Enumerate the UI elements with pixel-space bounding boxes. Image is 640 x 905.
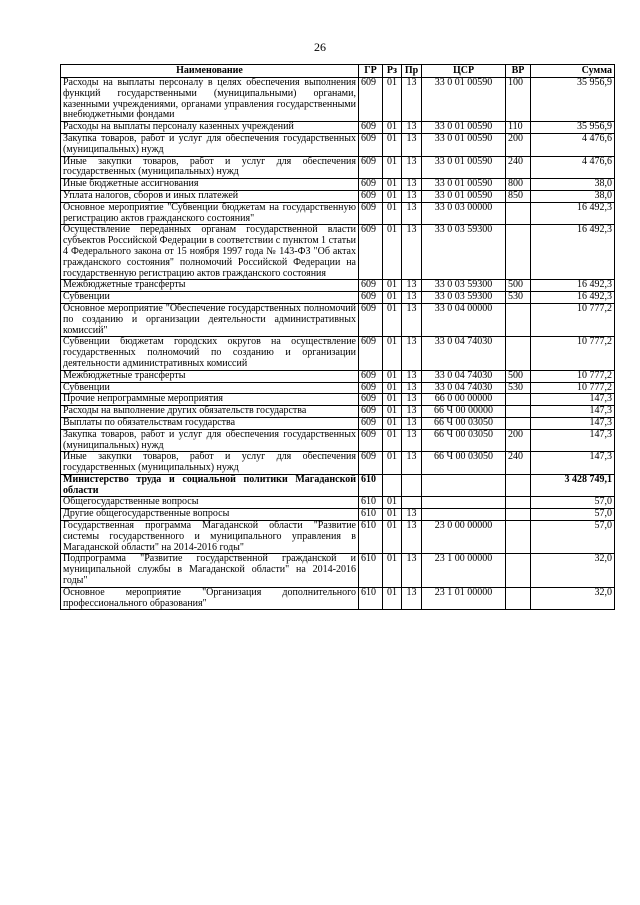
cell-rz: 01 — [383, 337, 402, 370]
cell-gr: 609 — [359, 225, 383, 280]
cell-name: Государственная программа Магаданской области "Развитие системы государственного и муниципального управления в Магаданской области" на 2014-2016 годы" — [61, 521, 359, 554]
budget-table — [60, 64, 615, 610]
cell-name: Осуществление переданных органам государственной власти субъектов Российской Федерации в соответствии с пунктом 1 статьи 4 Федерального закона от 15 ноября 1997 года № 143-ФЗ "Об актах гражданского состояния" полномочий Российской Федерации на государственную регистрацию актов гражданского состояния — [61, 225, 359, 280]
cell-csr: 23 1 00 00000 — [422, 554, 506, 587]
header-sum: Сумма — [531, 65, 615, 78]
cell-sum: 147,3 — [531, 417, 615, 429]
cell-name: Иные закупки товаров, работ и услуг для обеспечения государственных (муниципальных) нужд — [61, 452, 359, 475]
table-row — [61, 133, 615, 156]
cell-rz: 01 — [383, 587, 402, 610]
cell-rz: 01 — [383, 190, 402, 202]
cell-name: Субвенции бюджетам городских округов на осуществление государственных полномочий по созданию и организации деятельности административных комиссий — [61, 337, 359, 370]
cell-pr: 13 — [402, 382, 422, 394]
cell-sum: 16 492,3 — [531, 280, 615, 292]
cell-pr: 13 — [402, 202, 422, 225]
table-row — [61, 370, 615, 382]
cell-vr — [506, 509, 531, 521]
table-row — [61, 509, 615, 521]
cell-rz: 01 — [383, 452, 402, 475]
cell-gr: 609 — [359, 370, 383, 382]
cell-sum: 10 777,2 — [531, 337, 615, 370]
cell-csr — [422, 509, 506, 521]
cell-rz: 01 — [383, 382, 402, 394]
cell-vr — [506, 554, 531, 587]
cell-vr: 100 — [506, 78, 531, 122]
cell-gr: 610 — [359, 509, 383, 521]
cell-vr — [506, 474, 531, 497]
table-row — [61, 554, 615, 587]
cell-pr: 13 — [402, 452, 422, 475]
cell-vr: 530 — [506, 292, 531, 304]
cell-name: Межбюджетные трансферты — [61, 280, 359, 292]
cell-gr: 609 — [359, 394, 383, 406]
cell-pr: 13 — [402, 190, 422, 202]
table-row — [61, 156, 615, 179]
cell-rz: 01 — [383, 521, 402, 554]
cell-csr: 33 0 04 74030 — [422, 337, 506, 370]
cell-vr — [506, 406, 531, 418]
cell-csr: 33 0 03 59300 — [422, 225, 506, 280]
cell-csr: 33 0 01 00590 — [422, 133, 506, 156]
cell-gr: 609 — [359, 452, 383, 475]
cell-gr: 609 — [359, 280, 383, 292]
cell-rz: 01 — [383, 303, 402, 336]
cell-sum: 147,3 — [531, 452, 615, 475]
cell-sum: 57,0 — [531, 521, 615, 554]
cell-csr: 33 0 04 74030 — [422, 382, 506, 394]
cell-pr: 13 — [402, 225, 422, 280]
cell-gr: 609 — [359, 337, 383, 370]
cell-sum: 147,3 — [531, 406, 615, 418]
cell-rz: 01 — [383, 394, 402, 406]
table-row — [61, 382, 615, 394]
cell-pr: 13 — [402, 122, 422, 134]
cell-sum: 16 492,3 — [531, 225, 615, 280]
cell-csr: 66 Ч 00 03050 — [422, 429, 506, 452]
cell-vr — [506, 497, 531, 509]
cell-name: Расходы на выплаты персоналу казенных учреждений — [61, 122, 359, 134]
cell-sum: 16 492,3 — [531, 292, 615, 304]
cell-sum: 147,3 — [531, 429, 615, 452]
cell-pr: 13 — [402, 394, 422, 406]
cell-name: Иные бюджетные ассигнования — [61, 179, 359, 191]
header-csr: ЦСР — [422, 65, 506, 78]
cell-csr: 33 0 01 00590 — [422, 179, 506, 191]
cell-vr: 500 — [506, 370, 531, 382]
cell-pr: 13 — [402, 417, 422, 429]
page-number: 26 — [314, 40, 326, 54]
cell-name: Прочие непрограммные мероприятия — [61, 394, 359, 406]
cell-vr: 200 — [506, 133, 531, 156]
cell-pr: 13 — [402, 337, 422, 370]
cell-rz: 01 — [383, 202, 402, 225]
cell-vr: 800 — [506, 179, 531, 191]
cell-vr — [506, 587, 531, 610]
cell-sum: 32,0 — [531, 554, 615, 587]
table-row — [61, 292, 615, 304]
cell-pr — [402, 497, 422, 509]
cell-csr: 23 1 01 00000 — [422, 587, 506, 610]
table-row — [61, 78, 615, 122]
cell-sum: 3 428 749,1 — [531, 474, 615, 497]
table-row — [61, 587, 615, 610]
cell-rz: 01 — [383, 429, 402, 452]
cell-csr — [422, 474, 506, 497]
cell-csr: 33 0 01 00590 — [422, 78, 506, 122]
cell-vr — [506, 303, 531, 336]
cell-rz: 01 — [383, 509, 402, 521]
cell-rz: 01 — [383, 122, 402, 134]
cell-name: Министерство труда и социальной политики Магаданской области — [61, 474, 359, 497]
cell-sum: 35 956,9 — [531, 78, 615, 122]
cell-csr: 66 Ч 00 00000 — [422, 406, 506, 418]
cell-name: Расходы на выполнение других обязательств государства — [61, 406, 359, 418]
cell-csr: 33 0 03 00000 — [422, 202, 506, 225]
cell-gr: 609 — [359, 406, 383, 418]
table-row — [61, 452, 615, 475]
cell-pr: 13 — [402, 303, 422, 336]
cell-pr: 13 — [402, 521, 422, 554]
cell-vr: 850 — [506, 190, 531, 202]
cell-vr: 530 — [506, 382, 531, 394]
cell-vr — [506, 521, 531, 554]
cell-csr: 23 0 00 00000 — [422, 521, 506, 554]
cell-name: Выплаты по обязательствам государства — [61, 417, 359, 429]
cell-sum: 38,0 — [531, 179, 615, 191]
cell-vr: 200 — [506, 429, 531, 452]
cell-rz: 01 — [383, 554, 402, 587]
cell-name: Расходы на выплаты персоналу в целях обеспечения выполнения функций государственными (муниципальными) органами, казенными учреждениями, органами управления государственными внебюджетными фондами — [61, 78, 359, 122]
table-row — [61, 394, 615, 406]
cell-name: Основное мероприятие "Обеспечение государственных полномочий по созданию и организации деятельности административных комиссий" — [61, 303, 359, 336]
cell-sum: 57,0 — [531, 497, 615, 509]
cell-gr: 609 — [359, 202, 383, 225]
cell-name: Закупка товаров, работ и услуг для обеспечения государственных (муниципальных) нужд — [61, 133, 359, 156]
cell-vr — [506, 394, 531, 406]
cell-pr: 13 — [402, 406, 422, 418]
cell-pr: 13 — [402, 78, 422, 122]
table-row — [61, 429, 615, 452]
cell-gr: 609 — [359, 429, 383, 452]
table-row — [61, 417, 615, 429]
table-row — [61, 521, 615, 554]
cell-gr: 610 — [359, 521, 383, 554]
cell-csr: 66 Ч 00 03050 — [422, 452, 506, 475]
table-row — [61, 122, 615, 134]
cell-pr: 13 — [402, 554, 422, 587]
cell-csr: 33 0 04 00000 — [422, 303, 506, 336]
cell-pr: 13 — [402, 133, 422, 156]
cell-pr: 13 — [402, 156, 422, 179]
cell-name: Субвенции — [61, 382, 359, 394]
cell-rz: 01 — [383, 417, 402, 429]
table-row — [61, 497, 615, 509]
table-header-row — [61, 65, 615, 78]
table-row — [61, 406, 615, 418]
cell-rz: 01 — [383, 225, 402, 280]
table-row — [61, 337, 615, 370]
cell-rz: 01 — [383, 179, 402, 191]
cell-csr: 66 Ч 00 03050 — [422, 417, 506, 429]
cell-vr: 500 — [506, 280, 531, 292]
table-row — [61, 474, 615, 497]
cell-sum: 10 777,2 — [531, 382, 615, 394]
cell-name: Субвенции — [61, 292, 359, 304]
cell-gr: 609 — [359, 78, 383, 122]
cell-gr: 609 — [359, 292, 383, 304]
cell-vr: 240 — [506, 452, 531, 475]
cell-sum: 4 476,6 — [531, 133, 615, 156]
table-row — [61, 202, 615, 225]
cell-gr: 610 — [359, 587, 383, 610]
table-row — [61, 179, 615, 191]
cell-pr — [402, 474, 422, 497]
cell-gr: 609 — [359, 190, 383, 202]
cell-sum: 57,0 — [531, 509, 615, 521]
cell-rz: 01 — [383, 292, 402, 304]
cell-vr — [506, 337, 531, 370]
cell-gr: 610 — [359, 474, 383, 497]
cell-gr: 610 — [359, 497, 383, 509]
cell-pr: 13 — [402, 292, 422, 304]
cell-csr: 33 0 03 59300 — [422, 292, 506, 304]
cell-pr: 13 — [402, 587, 422, 610]
cell-csr: 33 0 04 74030 — [422, 370, 506, 382]
cell-pr: 13 — [402, 280, 422, 292]
cell-pr: 13 — [402, 179, 422, 191]
cell-csr: 66 0 00 00000 — [422, 394, 506, 406]
cell-csr: 33 0 01 00590 — [422, 156, 506, 179]
cell-rz: 01 — [383, 497, 402, 509]
cell-rz: 01 — [383, 133, 402, 156]
cell-name: Иные закупки товаров, работ и услуг для обеспечения государственных (муниципальных) нужд — [61, 156, 359, 179]
cell-name: Закупка товаров, работ и услуг для обеспечения государственных (муниципальных) нужд — [61, 429, 359, 452]
cell-rz: 01 — [383, 370, 402, 382]
cell-sum: 35 956,9 — [531, 122, 615, 134]
table-row — [61, 225, 615, 280]
cell-name: Другие общегосударственные вопросы — [61, 509, 359, 521]
header-vr: ВР — [506, 65, 531, 78]
cell-name: Общегосударственные вопросы — [61, 497, 359, 509]
cell-gr: 609 — [359, 417, 383, 429]
header-rz: Рз — [383, 65, 402, 78]
cell-csr — [422, 497, 506, 509]
header-pr: Пр — [402, 65, 422, 78]
cell-gr: 609 — [359, 156, 383, 179]
table-row — [61, 280, 615, 292]
cell-name: Уплата налогов, сборов и иных платежей — [61, 190, 359, 202]
cell-rz — [383, 474, 402, 497]
cell-sum: 147,3 — [531, 394, 615, 406]
cell-name: Подпрограмма "Развитие государственной гражданской и муниципальной службы в Магаданской области" на 2014-2016 годы" — [61, 554, 359, 587]
cell-vr — [506, 417, 531, 429]
cell-vr — [506, 225, 531, 280]
cell-csr: 33 0 01 00590 — [422, 122, 506, 134]
cell-name: Основное мероприятие "Субвенции бюджетам на государственную регистрацию актов гражданского состояния" — [61, 202, 359, 225]
cell-name: Межбюджетные трансферты — [61, 370, 359, 382]
cell-name: Основное мероприятие "Организация дополнительного профессионального образования" — [61, 587, 359, 610]
cell-vr: 110 — [506, 122, 531, 134]
cell-vr: 240 — [506, 156, 531, 179]
header-gr: ГР — [359, 65, 383, 78]
cell-gr: 610 — [359, 554, 383, 587]
cell-rz: 01 — [383, 156, 402, 179]
cell-sum: 4 476,6 — [531, 156, 615, 179]
cell-pr: 13 — [402, 429, 422, 452]
table-row — [61, 303, 615, 336]
cell-vr — [506, 202, 531, 225]
cell-pr: 13 — [402, 370, 422, 382]
cell-sum: 10 777,2 — [531, 303, 615, 336]
cell-csr: 33 0 03 59300 — [422, 280, 506, 292]
cell-gr: 609 — [359, 122, 383, 134]
table-body — [61, 78, 615, 610]
cell-csr: 33 0 01 00590 — [422, 190, 506, 202]
cell-rz: 01 — [383, 406, 402, 418]
cell-sum: 32,0 — [531, 587, 615, 610]
table-row — [61, 190, 615, 202]
cell-sum: 38,0 — [531, 190, 615, 202]
cell-gr: 609 — [359, 303, 383, 336]
cell-sum: 16 492,3 — [531, 202, 615, 225]
cell-sum: 10 777,2 — [531, 370, 615, 382]
cell-gr: 609 — [359, 382, 383, 394]
cell-pr: 13 — [402, 509, 422, 521]
cell-gr: 609 — [359, 179, 383, 191]
header-name: Наименование — [61, 65, 359, 78]
cell-rz: 01 — [383, 78, 402, 122]
cell-rz: 01 — [383, 280, 402, 292]
cell-gr: 609 — [359, 133, 383, 156]
